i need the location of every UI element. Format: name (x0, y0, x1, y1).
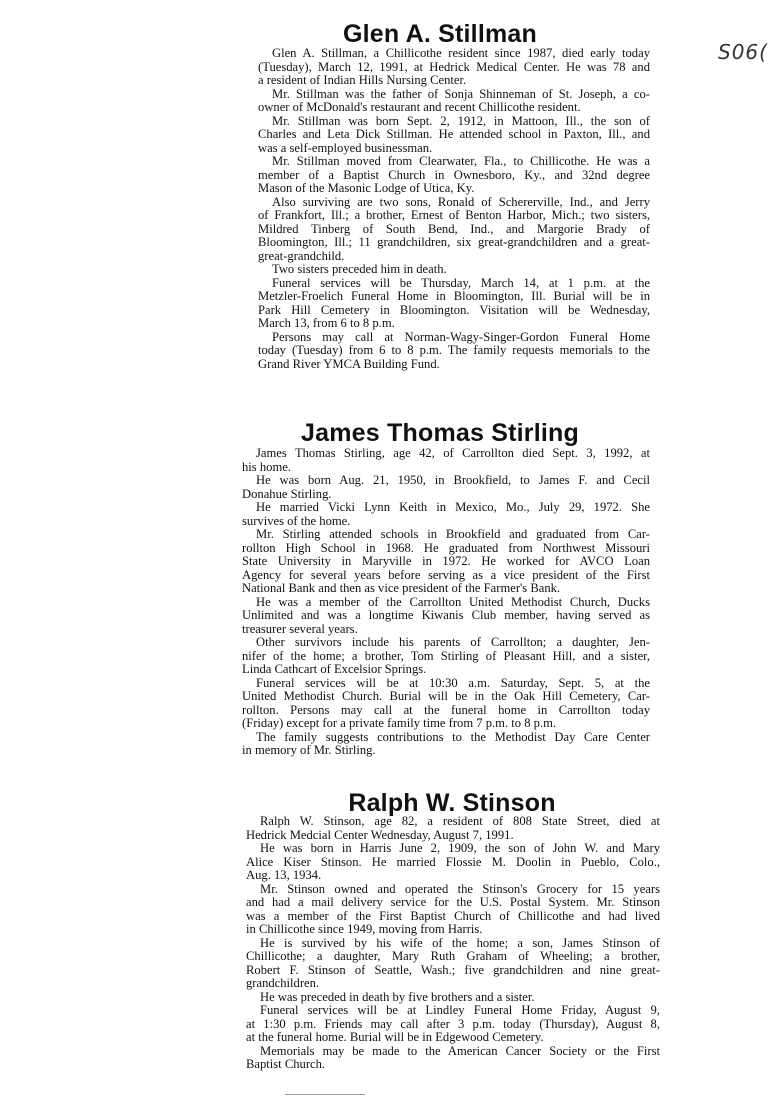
text-line: Baptist Church. (246, 1057, 326, 1071)
text-line: He was a member of the Carrollton United Methodist Church, Ducks (256, 594, 650, 609)
text-line: nifer of the home; a brother, Tom Stirling of Pleasant Hill, and a sister, (242, 648, 650, 663)
text-line: great-grandchild. (258, 248, 345, 263)
text-line: Other survivors include his parents of Carrollton; a daughter, Jen- (256, 635, 650, 649)
text-line: Park Hill Cemetery in Bloomington. Visitation will be Wednesday, (258, 302, 650, 317)
text-line: Agency for several years before serving as a vice president of the First (242, 567, 650, 582)
text-line: United Methodist Church. Burial will be in the Oak Hill Cemetery, Car- (242, 689, 650, 703)
text-line: Donahue Stirling. (242, 486, 332, 501)
text-line: Funeral services will be Thursday, March 14, at 1 p.m. at the (272, 275, 650, 290)
text-line: (Friday) except for a private family time from 7 p.m. to 8 p.m. (242, 716, 557, 730)
text-line: March 13, from 6 to 8 p.m. (258, 316, 395, 330)
text-line: Mr. Stillman moved from Clearwater, Fla., to Chillicothe. He was a (272, 154, 650, 168)
handwritten-note: S06( (718, 40, 768, 64)
text-line: in Chillicothe since 1949, moving from Harris. (246, 922, 483, 936)
text-line: today (Tuesday) from 6 to 8 p.m. The family requests memorials to the (258, 343, 650, 357)
obituary-title-stillman: Glen A. Stillman (343, 20, 537, 48)
text-line: Mr. Stinson owned and operated the Stinson's Grocery for 15 years (260, 881, 660, 896)
text-line: treasurer several years. (242, 621, 358, 636)
text-line: Mr. Stirling attended schools in Brookfield and graduated from Car- (256, 527, 650, 541)
text-line: Charles and Leta Dick Stillman. He attended school in Paxton, Ill., and (258, 127, 650, 141)
text-line: He married Vicki Lynn Keith in Mexico, Mo., July 29, 1972. She (256, 500, 650, 514)
text-line: Chillicothe; a daughter, Mary Ruth Graham of Wheeling; a brother, (246, 949, 660, 963)
obituary-title-stinson: Ralph W. Stinson (348, 789, 556, 817)
text-line: He was born Aug. 21, 1950, in Brookfield, to James F. and Cecil (256, 473, 650, 487)
text-line: Glen A. Stillman, a Chillicothe resident since 1987, died early today (272, 46, 650, 60)
text-line: Aug. 13, 1934. (246, 868, 322, 882)
text-line: Memorials may be made to the American Cancer Society or the First (260, 1043, 660, 1058)
text-line: was a self-employed businessman. (258, 140, 433, 155)
text-line: Mildred Tinberg of South Bend, Ind., and Margorie Brady of (258, 221, 650, 236)
obituary-body-stirling (242, 447, 650, 758)
text-line: State University in Maryville in 1972. He worked for AVCO Loan (242, 554, 650, 568)
text-line: Hedrick Medcial Center Wednesday, August 7, 1991. (246, 827, 514, 842)
text-line: was a member of the First Baptist Church of Chillicothe and had lived (246, 908, 660, 923)
text-line: Also surviving are two sons, Ronald of Schererville, Ind., and Jerry (272, 194, 650, 209)
text-line: Persons may call at Norman-Wagy-Singer-Gordon Funeral Home (272, 329, 650, 344)
text-line: rollton. Persons may call at the funeral home in Carrollton today (242, 702, 650, 717)
text-line: his home. (242, 459, 291, 474)
text-line: James Thomas Stirling, age 42, of Carrollton died Sept. 3, 1992, at (256, 446, 650, 460)
text-line: member of a Baptist Church in Ownesboro, Ky., and 32nd degree (258, 167, 650, 182)
text-line: Alice Kiser Stinson. He married Flossie M. Doolin in Pueblo, Colo., (246, 854, 660, 869)
text-line: Funeral services will be at Lindley Funeral Home Friday, August 9, (260, 1003, 660, 1017)
text-line: Linda Cathcart of Excelsior Springs. (242, 662, 427, 676)
text-line: a resident of Indian Hills Nursing Center. (258, 73, 467, 87)
text-line: Robert F. Stinson of Seattle, Wash.; five grandchildren and nine great- (246, 962, 660, 977)
text-line: grandchildren. (246, 976, 320, 990)
text-line: at 1:30 p.m. Friends may call after 3 p.m. today (Thursday), August 8, (246, 1016, 660, 1031)
text-line: Two sisters preceded him in death. (272, 262, 447, 276)
text-line: Metzler-Froelich Funeral Home in Bloomington, Ill. Burial will be in (258, 289, 650, 303)
text-line: National Bank and then as vice president of the Farmer's Bank. (242, 581, 561, 595)
text-line: The family suggests contributions to the Methodist Day Care Center (256, 729, 650, 744)
page-rule (285, 1094, 365, 1095)
text-line: He was preceded in death by five brothers and a sister. (260, 989, 535, 1004)
text-line: Bloomington, Ill.; 11 grandchildren, six great-grandchildren and a great- (258, 235, 650, 249)
text-line: He was born in Harris June 2, 1909, the son of John W. and Mary (260, 841, 660, 855)
text-line: in memory of Mr. Stirling. (242, 743, 376, 757)
text-line: survives of the home. (242, 513, 351, 528)
text-line: of Frankfort, Ill.; a brother, Ernest of Benton Harbor, Mich.; two sisters, (258, 208, 650, 222)
text-line: Mr. Stillman was born Sept. 2, 1912, in Mattoon, Ill., the son of (272, 113, 650, 128)
text-line: Mr. Stillman was the father of Sonja Shinneman of St. Joseph, a co- (272, 86, 650, 101)
text-line: (Tuesday), March 12, 1991, at Hedrick Medical Center. He was 78 and (258, 59, 650, 74)
text-line: Mason of the Masonic Lodge of Utica, Ky. (258, 181, 475, 195)
text-line: rollton High School in 1968. He graduated from Northwest Missouri (242, 540, 650, 555)
text-line: Unlimited and was a longtime Kiwanis Club member, having served as (242, 608, 650, 622)
text-line: Grand River YMCA Building Fund. (258, 356, 440, 371)
text-line: owner of McDonald's restaurant and recent Chillicothe resident. (258, 100, 581, 114)
text-line: Ralph W. Stinson, age 82, a resident of 808 State Street, died at (260, 814, 660, 828)
text-line: at the funeral home. Burial will be in Edgewood Cemetery. (246, 1030, 544, 1044)
text-line: and had a mail delivery service for the U.S. Postal System. Mr. Stinson (246, 895, 660, 909)
obituary-title-stirling: James Thomas Stirling (301, 419, 579, 447)
obituary-body-stinson (246, 815, 660, 1072)
text-line: He is survived by his wife of the home; a son, James Stinson of (260, 935, 660, 950)
obituary-body-stillman (258, 47, 650, 371)
text-line: Funeral services will be at 10:30 a.m. Saturday, Sept. 5, at the (256, 675, 650, 690)
